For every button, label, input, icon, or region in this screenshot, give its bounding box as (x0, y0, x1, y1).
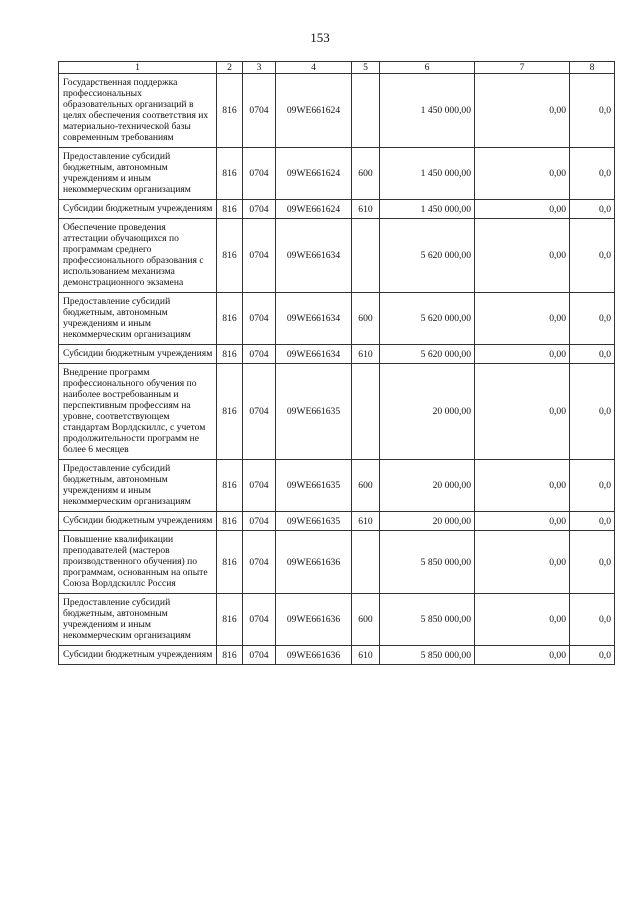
expense-type-cell: 610 (352, 200, 380, 219)
target-article-cell: 09WE661635 (276, 460, 352, 512)
section-code-cell: 0704 (243, 364, 276, 460)
amount-cell: 5 850 000,00 (380, 594, 475, 646)
amount-cell: 5 620 000,00 (380, 293, 475, 345)
ministry-code-cell: 816 (217, 200, 243, 219)
ministry-code-cell: 816 (217, 512, 243, 531)
amount-cell: 0,00 (475, 460, 570, 512)
target-article-cell: 09WE661636 (276, 531, 352, 594)
target-article-cell: 09WE661636 (276, 594, 352, 646)
table-header-row (59, 62, 615, 74)
item-name-cell: Обеспечение проведения аттестации обучающихся по программам среднего профессионального образования с использованием механизма демонстрационного экзамена (59, 219, 217, 293)
amount-cell: 0,0 (570, 74, 615, 148)
ministry-code-cell: 816 (217, 74, 243, 148)
section-code-cell: 0704 (243, 512, 276, 531)
column-header: 6 (380, 62, 475, 74)
expense-type-cell (352, 364, 380, 460)
item-name-cell: Предоставление субсидий бюджетным, автономным учреждениям и иным некоммерческим организациям (59, 460, 217, 512)
amount-cell: 5 850 000,00 (380, 531, 475, 594)
section-code-cell: 0704 (243, 200, 276, 219)
column-header: 3 (243, 62, 276, 74)
ministry-code-cell: 816 (217, 364, 243, 460)
amount-cell: 1 450 000,00 (380, 200, 475, 219)
amount-cell: 5 620 000,00 (380, 219, 475, 293)
column-header: 4 (276, 62, 352, 74)
amount-cell: 0,0 (570, 364, 615, 460)
section-code-cell: 0704 (243, 594, 276, 646)
page-number: 153 (310, 30, 330, 45)
ministry-code-cell: 816 (217, 293, 243, 345)
table-row (59, 148, 615, 200)
column-header: 1 (59, 62, 217, 74)
expense-type-cell: 610 (352, 345, 380, 364)
section-code-cell: 0704 (243, 345, 276, 364)
expense-type-cell (352, 219, 380, 293)
ministry-code-cell: 816 (217, 219, 243, 293)
item-name-cell: Государственная поддержка профессиональных образовательных организаций в целях обеспечения соответствия их материально-технической базы современным требованиям (59, 74, 217, 148)
amount-cell: 0,0 (570, 531, 615, 594)
table-row (59, 219, 615, 293)
ministry-code-cell: 816 (217, 148, 243, 200)
expense-type-cell: 610 (352, 646, 380, 665)
section-code-cell: 0704 (243, 148, 276, 200)
column-header: 8 (570, 62, 615, 74)
amount-cell: 1 450 000,00 (380, 74, 475, 148)
amount-cell: 5 850 000,00 (380, 646, 475, 665)
ministry-code-cell: 816 (217, 345, 243, 364)
amount-cell: 5 620 000,00 (380, 345, 475, 364)
table-row (59, 200, 615, 219)
target-article-cell: 09WE661636 (276, 646, 352, 665)
section-code-cell: 0704 (243, 293, 276, 345)
target-article-cell: 09WE661635 (276, 512, 352, 531)
expense-type-cell: 600 (352, 293, 380, 345)
target-article-cell: 09WE661624 (276, 148, 352, 200)
amount-cell: 0,0 (570, 594, 615, 646)
amount-cell: 0,0 (570, 460, 615, 512)
amount-cell: 20 000,00 (380, 460, 475, 512)
amount-cell: 0,00 (475, 364, 570, 460)
amount-cell: 0,00 (475, 531, 570, 594)
expense-type-cell (352, 74, 380, 148)
target-article-cell: 09WE661635 (276, 364, 352, 460)
table-row (59, 646, 615, 665)
ministry-code-cell: 816 (217, 460, 243, 512)
amount-cell: 0,00 (475, 200, 570, 219)
target-article-cell: 09WE661634 (276, 219, 352, 293)
table-row (59, 460, 615, 512)
expense-type-cell (352, 531, 380, 594)
item-name-cell: Внедрение программ профессионального обучения по наиболее востребованным и перспективным профессиям на уровне, соответствующем стандартам Ворлдскиллс, с учетом продолжительности программ не более 6 месяцев (59, 364, 217, 460)
ministry-code-cell: 816 (217, 531, 243, 594)
section-code-cell: 0704 (243, 531, 276, 594)
amount-cell: 0,00 (475, 594, 570, 646)
section-code-cell: 0704 (243, 646, 276, 665)
item-name-cell: Повышение квалификации преподавателей (мастеров производственного обучения) по программам, основанным на опыте Союза Ворлдскиллс Россия (59, 531, 217, 594)
amount-cell: 0,00 (475, 293, 570, 345)
table-row (59, 293, 615, 345)
ministry-code-cell: 816 (217, 594, 243, 646)
target-article-cell: 09WE661634 (276, 293, 352, 345)
item-name-cell: Субсидии бюджетным учреждениям (59, 200, 217, 219)
amount-cell: 0,0 (570, 219, 615, 293)
item-name-cell: Предоставление субсидий бюджетным, автономным учреждениям и иным некоммерческим организациям (59, 148, 217, 200)
table-row (59, 74, 615, 148)
section-code-cell: 0704 (243, 460, 276, 512)
section-code-cell: 0704 (243, 74, 276, 148)
amount-cell: 1 450 000,00 (380, 148, 475, 200)
item-name-cell: Предоставление субсидий бюджетным, автономным учреждениям и иным некоммерческим организациям (59, 594, 217, 646)
amount-cell: 0,00 (475, 74, 570, 148)
amount-cell: 0,00 (475, 148, 570, 200)
item-name-cell: Субсидии бюджетным учреждениям (59, 646, 217, 665)
table-row (59, 531, 615, 594)
expense-type-cell: 600 (352, 148, 380, 200)
expense-type-cell: 610 (352, 512, 380, 531)
target-article-cell: 09WE661624 (276, 74, 352, 148)
amount-cell: 0,0 (570, 345, 615, 364)
amount-cell: 0,00 (475, 345, 570, 364)
target-article-cell: 09WE661634 (276, 345, 352, 364)
target-article-cell: 09WE661624 (276, 200, 352, 219)
item-name-cell: Субсидии бюджетным учреждениям (59, 345, 217, 364)
ministry-code-cell: 816 (217, 646, 243, 665)
budget-table (58, 61, 615, 665)
amount-cell: 0,0 (570, 293, 615, 345)
column-header: 5 (352, 62, 380, 74)
expense-type-cell: 600 (352, 460, 380, 512)
item-name-cell: Субсидии бюджетным учреждениям (59, 512, 217, 531)
table-row (59, 594, 615, 646)
column-header: 2 (217, 62, 243, 74)
section-code-cell: 0704 (243, 219, 276, 293)
table-row (59, 512, 615, 531)
amount-cell: 0,0 (570, 148, 615, 200)
amount-cell: 0,0 (570, 512, 615, 531)
amount-cell: 20 000,00 (380, 512, 475, 531)
table-row (59, 364, 615, 460)
amount-cell: 0,0 (570, 646, 615, 665)
amount-cell: 0,00 (475, 646, 570, 665)
column-header: 7 (475, 62, 570, 74)
amount-cell: 0,0 (570, 200, 615, 219)
amount-cell: 0,00 (475, 512, 570, 531)
item-name-cell: Предоставление субсидий бюджетным, автономным учреждениям и иным некоммерческим организациям (59, 293, 217, 345)
amount-cell: 20 000,00 (380, 364, 475, 460)
expense-type-cell: 600 (352, 594, 380, 646)
table-row (59, 345, 615, 364)
amount-cell: 0,00 (475, 219, 570, 293)
